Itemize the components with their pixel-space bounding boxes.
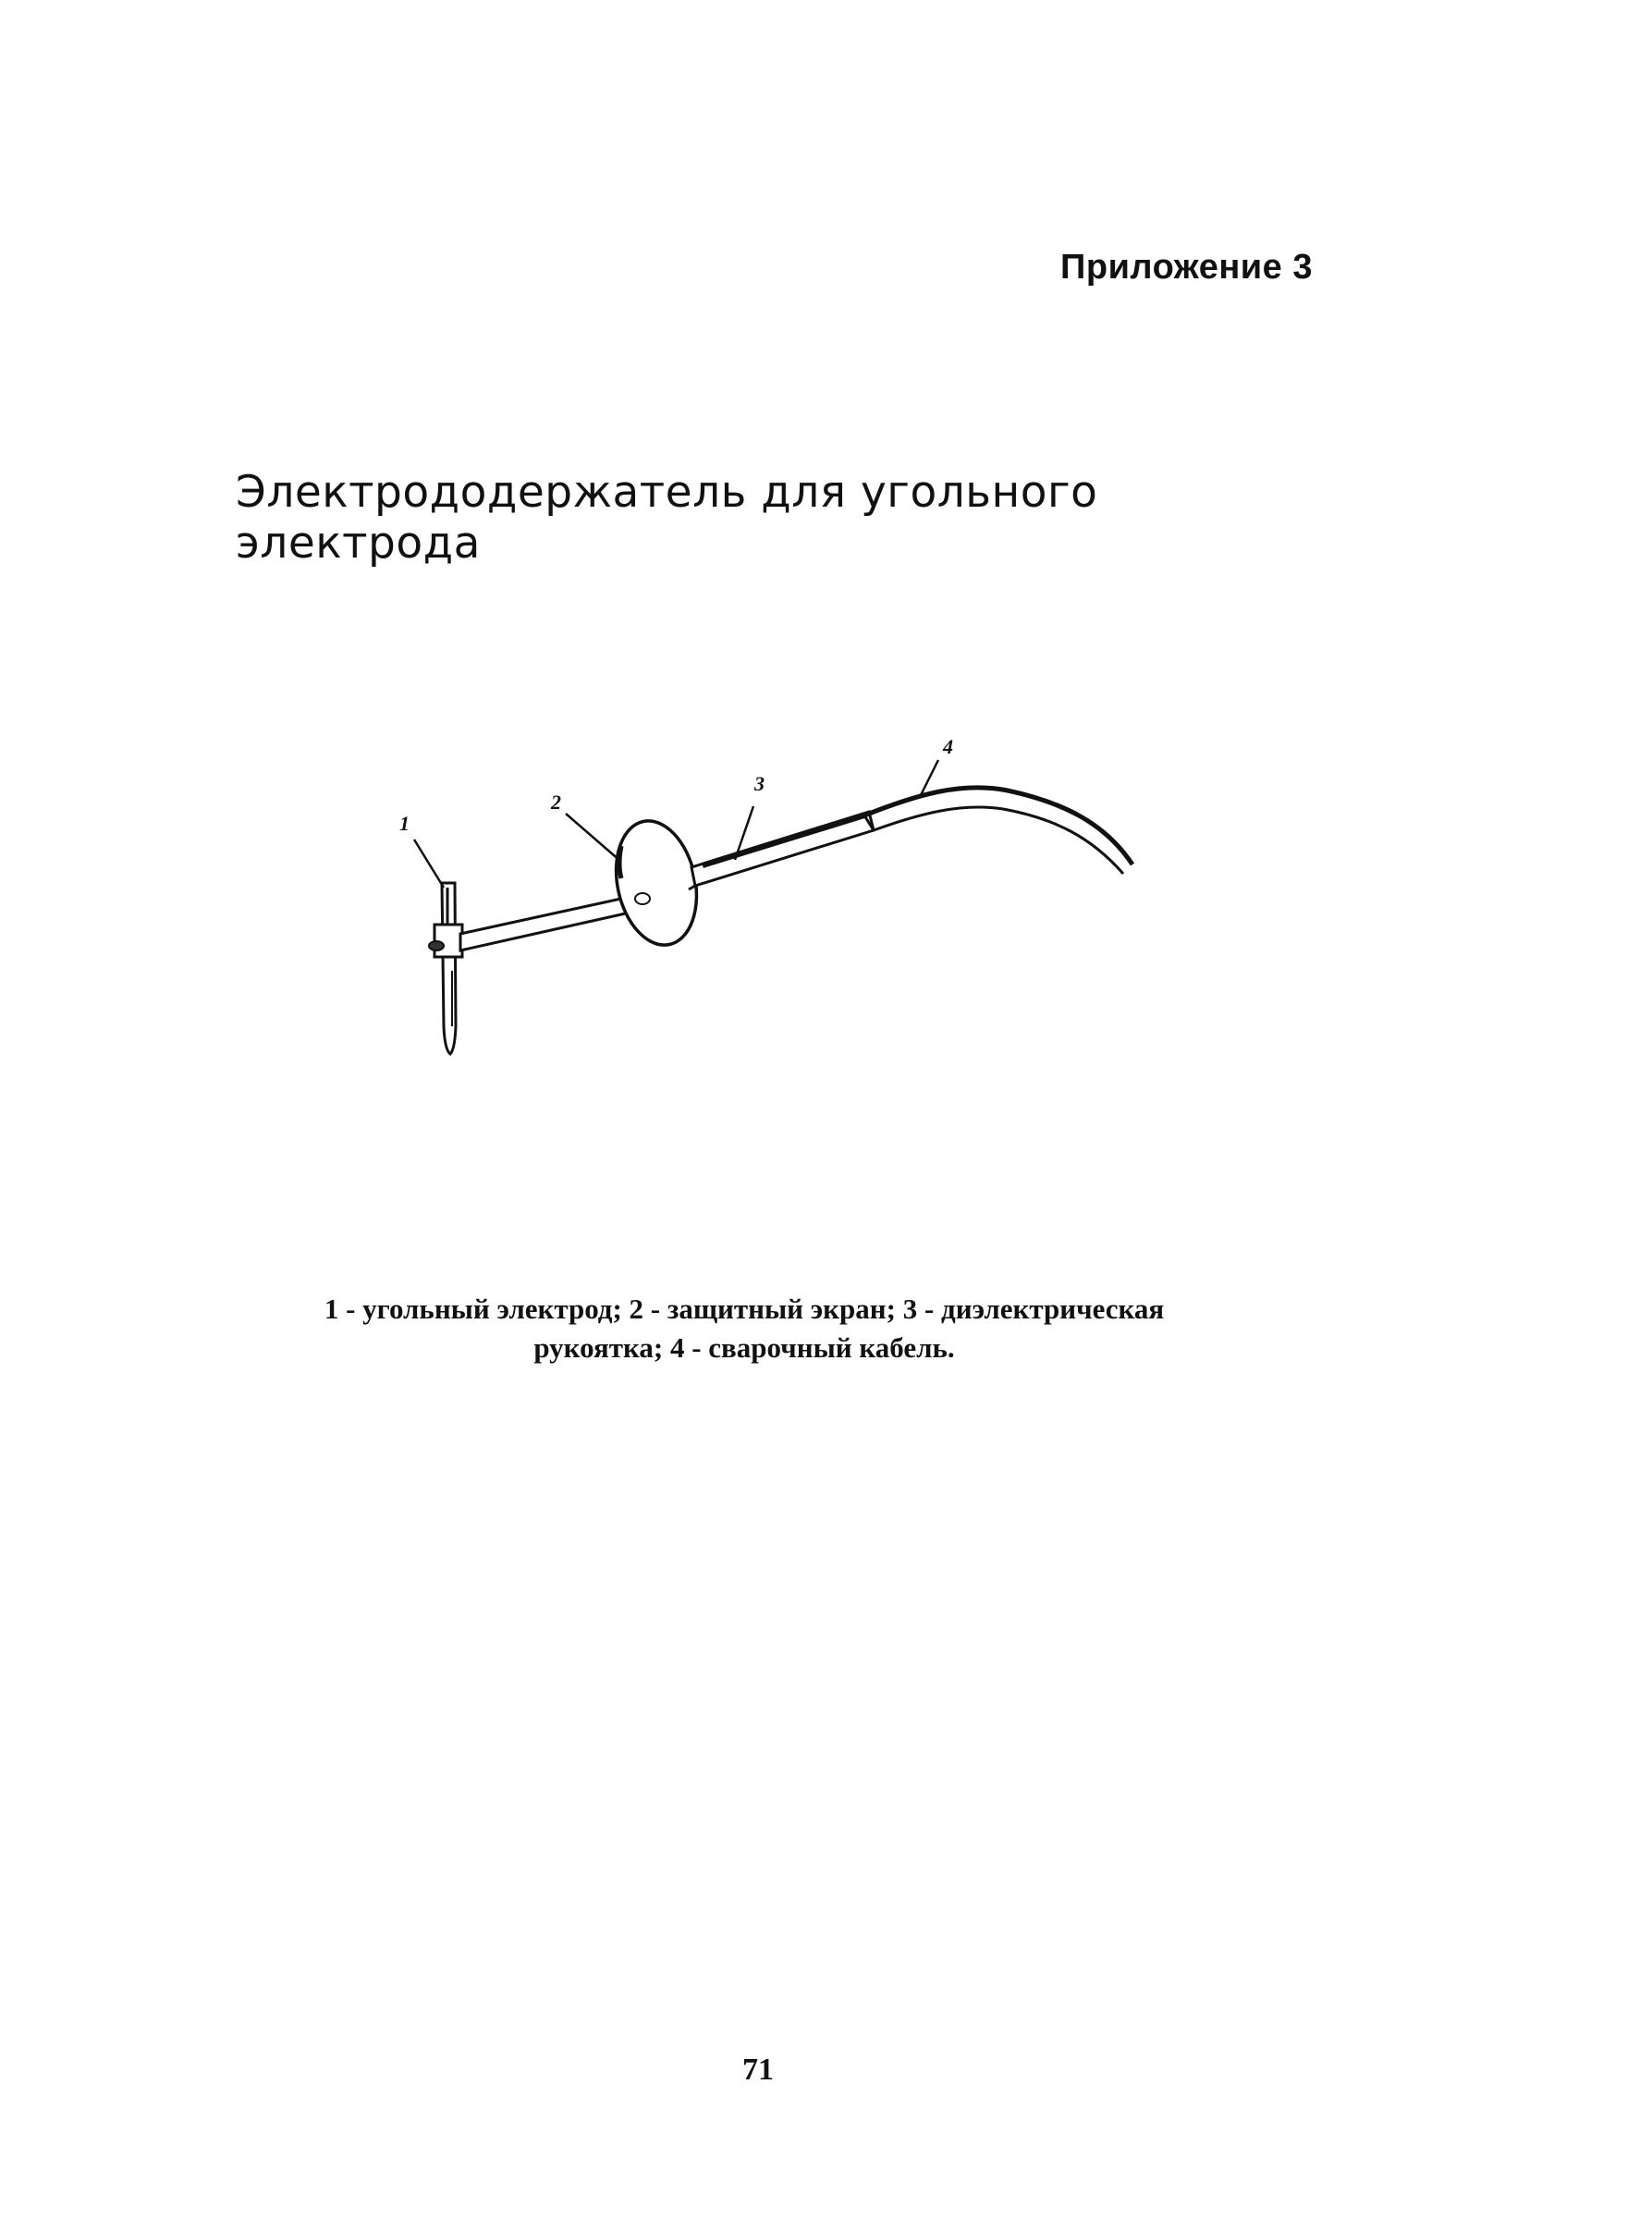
figure-label-2: 2 xyxy=(551,791,561,814)
caption-line-2: рукоятка; 4 - сварочный кабель. xyxy=(533,1331,955,1364)
page-title: Электрододержатель для угольного электрода xyxy=(236,467,1098,569)
figure-label-4: 4 xyxy=(943,735,953,758)
figure-label-1: 1 xyxy=(399,812,410,835)
electrode-holder-figure xyxy=(0,0,1652,1109)
figure-caption xyxy=(185,1290,1303,1367)
protective-shield xyxy=(606,814,707,952)
caption-line-1: 1 - угольный электрод; 2 - защитный экран; 3 - диэлектрическая xyxy=(324,1293,1165,1325)
page-number: 71 xyxy=(742,2053,774,2087)
holder-rod xyxy=(460,895,638,950)
electrode-clamp xyxy=(429,925,462,957)
appendix-label: Приложение 3 xyxy=(1060,248,1313,287)
welding-cable xyxy=(864,788,1132,874)
carbon-electrode xyxy=(442,883,456,1054)
figure-label-3: 3 xyxy=(754,772,765,795)
dielectric-handle xyxy=(689,812,874,889)
